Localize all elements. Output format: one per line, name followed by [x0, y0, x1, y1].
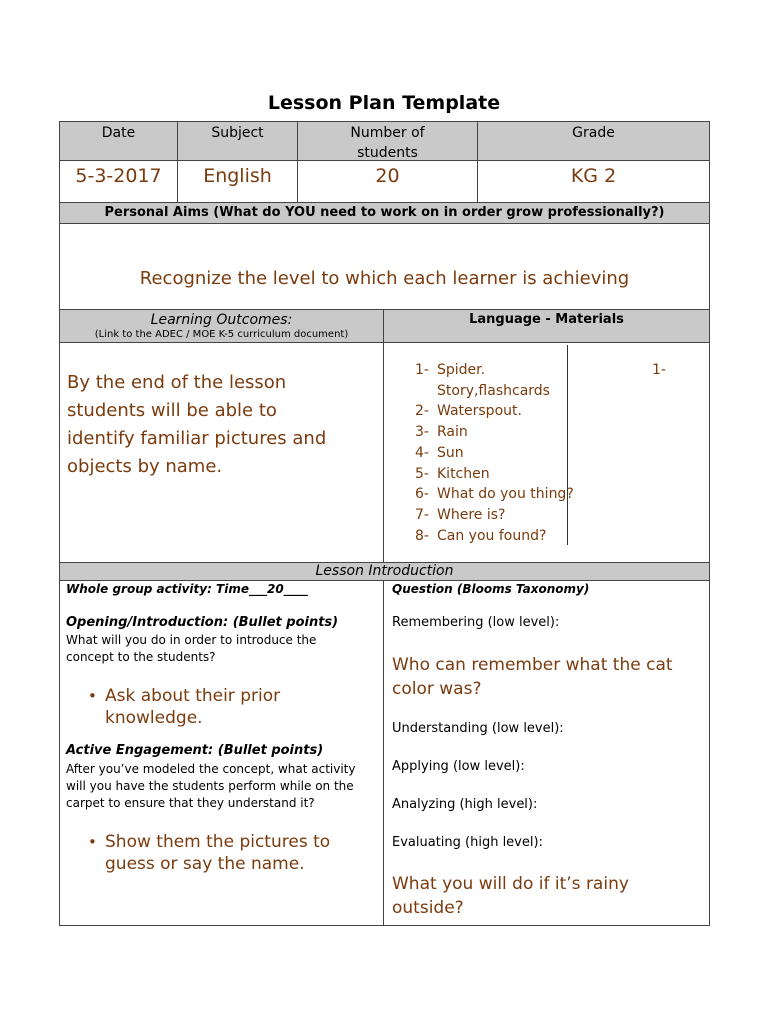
- lesson-introduction-label: Lesson Introduction: [315, 563, 454, 579]
- subject-header: [177, 121, 298, 161]
- outcome-line: By the end of the lesson: [67, 372, 287, 393]
- subject-label: Subject: [211, 125, 264, 141]
- remembering-label: Remembering (low level):: [392, 615, 560, 630]
- list-item: 1- Spider.: [415, 362, 486, 378]
- opening-question: What will you do in order to introduce the concept to the students?: [66, 633, 317, 664]
- date-value: 5-3-2017: [59, 160, 178, 203]
- list-item: 3- Rain: [415, 424, 468, 441]
- list-item: 6- What do you thing?: [415, 486, 574, 503]
- personal-aims-label: Personal Aims (What do YOU need to work on in order grow professionally?): [104, 205, 665, 220]
- date-header: [59, 121, 178, 161]
- applying-label: Applying (low level):: [392, 759, 525, 774]
- outcome-line: objects by name.: [67, 456, 223, 477]
- page-title: Lesson Plan Template: [267, 92, 501, 114]
- learning-outcomes-body: [59, 342, 384, 563]
- learning-outcomes-label: Learning Outcomes:: [150, 312, 293, 328]
- whole-group-label: Whole group activity: Time___20____: [66, 582, 308, 596]
- learning-outcomes-sublabel: (Link to the ADEC / MOE K-5 curriculum document): [94, 329, 349, 340]
- opening-label: Opening/Introduction: (Bullet points): [66, 615, 339, 630]
- learning-outcomes-header: [59, 309, 384, 343]
- students-label-line1: Number of: [350, 125, 425, 141]
- outcome-line: students will be able to: [67, 400, 277, 421]
- grade-value: KG 2: [477, 160, 710, 203]
- analyzing-label: Analyzing (high level):: [392, 797, 538, 812]
- bullet-icon: •: [88, 687, 97, 705]
- materials-side-number: 1-: [652, 362, 666, 378]
- evaluating-answer: What you will do if it’s rainy outside?: [392, 874, 629, 918]
- materials-label: Language - Materials: [469, 312, 624, 327]
- blooms-body: [383, 580, 710, 926]
- learning-outcomes-text: [67, 369, 326, 481]
- grade-label: Grade: [572, 125, 615, 141]
- evaluating-label: Evaluating (high level):: [392, 835, 543, 850]
- personal-aims-header: [59, 202, 710, 224]
- engagement-bullet: • Show them the pictures to guess or say the name.: [88, 832, 331, 874]
- blooms-label: Question (Blooms Taxonomy): [392, 582, 590, 596]
- outcome-line: identify familiar pictures and: [67, 428, 327, 449]
- remembering-answer: Who can remember what the cat color was?: [392, 655, 673, 699]
- engagement-question: After you’ve modeled the concept, what activity will you have the students perform while on the carpet to ensure that they understand it?: [66, 762, 356, 810]
- bullet-icon: •: [88, 833, 97, 851]
- students-value: 20: [297, 160, 478, 203]
- students-header: [297, 121, 478, 161]
- grade-header: [477, 121, 710, 161]
- list-item: 4- Sun: [415, 444, 464, 461]
- materials-list: [415, 360, 585, 546]
- opening-bullet: • Ask about their prior knowledge.: [88, 686, 281, 728]
- whole-group-body: [59, 580, 384, 926]
- list-item: 2- Waterspout.: [415, 403, 522, 420]
- materials-body: [383, 342, 710, 563]
- engagement-label: Active Engagement: (Bullet points): [66, 743, 324, 758]
- understanding-label: Understanding (low level):: [392, 721, 564, 736]
- list-item: 5- Kitchen: [415, 465, 490, 482]
- list-item: 7- Where is?: [415, 506, 506, 523]
- lesson-introduction-header: [59, 562, 710, 581]
- subject-value: English: [177, 160, 298, 203]
- personal-aims-body: [59, 223, 710, 310]
- students-label-line2: students: [357, 145, 418, 161]
- date-label: Date: [101, 125, 136, 141]
- list-item: Story,flashcards: [437, 382, 550, 399]
- personal-aims-text: Recognize the level to which each learner is achieving: [139, 268, 630, 289]
- materials-header: [383, 309, 710, 343]
- list-item: 8- Can you found?: [415, 527, 547, 544]
